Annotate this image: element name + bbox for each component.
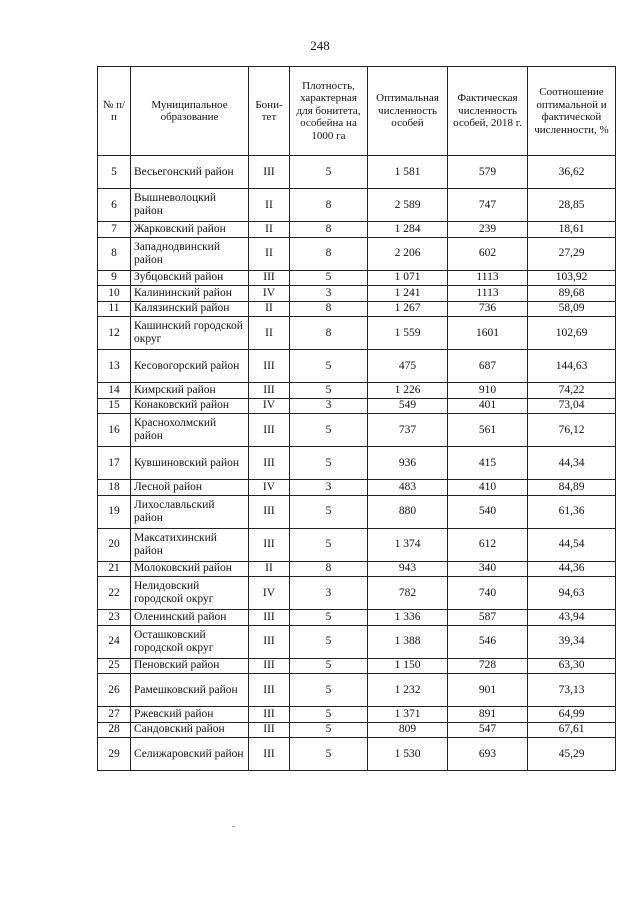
cell-actual-count: 891 — [448, 707, 528, 723]
cell-actual-count: 401 — [448, 398, 528, 414]
cell-density: 8 — [290, 301, 368, 317]
cell-actual-count: 687 — [448, 350, 528, 383]
cell-ratio: 84,89 — [528, 480, 616, 496]
cell-actual-count: 736 — [448, 301, 528, 317]
header-bonitet: Бони-тет — [249, 67, 290, 156]
header-number: № п/п — [98, 67, 131, 156]
cell-municipality: Зубцовский район — [131, 270, 249, 286]
cell-row-number: 28 — [98, 722, 131, 738]
cell-optimal-count: 1 581 — [368, 156, 448, 189]
cell-ratio: 36,62 — [528, 156, 616, 189]
cell-density: 5 — [290, 625, 368, 658]
cell-optimal-count: 1 374 — [368, 528, 448, 561]
cell-municipality: Кесовогорский район — [131, 350, 249, 383]
cell-ratio: 63,30 — [528, 658, 616, 674]
cell-optimal-count: 475 — [368, 350, 448, 383]
table-row — [98, 237, 616, 270]
cell-optimal-count: 737 — [368, 414, 448, 447]
cell-density: 5 — [290, 722, 368, 738]
cell-actual-count: 1113 — [448, 286, 528, 302]
cell-row-number: 15 — [98, 398, 131, 414]
cell-optimal-count: 1 267 — [368, 301, 448, 317]
cell-optimal-count: 1 388 — [368, 625, 448, 658]
cell-row-number: 17 — [98, 447, 131, 480]
cell-municipality: Лесной район — [131, 480, 249, 496]
cell-bonitet: IV — [249, 286, 290, 302]
cell-municipality: Рамешковский район — [131, 674, 249, 707]
cell-optimal-count: 2 206 — [368, 237, 448, 270]
table-row — [98, 480, 616, 496]
cell-ratio: 44,36 — [528, 561, 616, 577]
table-row — [98, 495, 616, 528]
cell-row-number: 29 — [98, 738, 131, 771]
table-row — [98, 222, 616, 238]
cell-ratio: 74,22 — [528, 383, 616, 399]
cell-bonitet: II — [249, 301, 290, 317]
cell-ratio: 94,63 — [528, 577, 616, 610]
cell-bonitet: III — [249, 350, 290, 383]
cell-density: 5 — [290, 658, 368, 674]
cell-density: 8 — [290, 237, 368, 270]
cell-actual-count: 340 — [448, 561, 528, 577]
cell-bonitet: IV — [249, 480, 290, 496]
cell-density: 5 — [290, 383, 368, 399]
cell-ratio: 64,99 — [528, 707, 616, 723]
cell-ratio: 67,61 — [528, 722, 616, 738]
cell-optimal-count: 1 559 — [368, 317, 448, 350]
table-row — [98, 286, 616, 302]
cell-density: 8 — [290, 561, 368, 577]
cell-density: 5 — [290, 738, 368, 771]
cell-density: 3 — [290, 398, 368, 414]
cell-optimal-count: 1 232 — [368, 674, 448, 707]
cell-row-number: 10 — [98, 286, 131, 302]
table-row — [98, 156, 616, 189]
cell-density: 5 — [290, 350, 368, 383]
cell-municipality: Кувшиновский район — [131, 447, 249, 480]
cell-row-number: 23 — [98, 610, 131, 626]
cell-municipality: Кимрский район — [131, 383, 249, 399]
cell-density: 5 — [290, 707, 368, 723]
cell-municipality: Калининский район — [131, 286, 249, 302]
cell-ratio: 39,34 — [528, 625, 616, 658]
cell-optimal-count: 549 — [368, 398, 448, 414]
cell-actual-count: 546 — [448, 625, 528, 658]
cell-municipality: Калязинский район — [131, 301, 249, 317]
cell-row-number: 21 — [98, 561, 131, 577]
table-row — [98, 722, 616, 738]
cell-row-number: 8 — [98, 237, 131, 270]
cell-actual-count: 747 — [448, 189, 528, 222]
page-number: 248 — [310, 38, 330, 53]
cell-row-number: 25 — [98, 658, 131, 674]
cell-optimal-count: 809 — [368, 722, 448, 738]
table-row — [98, 447, 616, 480]
cell-municipality: Сандовский район — [131, 722, 249, 738]
cell-actual-count: 740 — [448, 577, 528, 610]
header-municipality: Муниципальное образование — [131, 67, 249, 156]
cell-municipality: Лихославльский район — [131, 495, 249, 528]
cell-density: 5 — [290, 495, 368, 528]
header-optimal: Оптимальная численность особей — [368, 67, 448, 156]
cell-bonitet: III — [249, 610, 290, 626]
table-row — [98, 350, 616, 383]
cell-bonitet: III — [249, 447, 290, 480]
cell-optimal-count: 1 284 — [368, 222, 448, 238]
cell-optimal-count: 936 — [368, 447, 448, 480]
cell-row-number: 27 — [98, 707, 131, 723]
cell-ratio: 76,12 — [528, 414, 616, 447]
cell-actual-count: 579 — [448, 156, 528, 189]
cell-ratio: 43,94 — [528, 610, 616, 626]
cell-bonitet: III — [249, 674, 290, 707]
cell-bonitet: III — [249, 270, 290, 286]
cell-ratio: 102,69 — [528, 317, 616, 350]
cell-bonitet: III — [249, 707, 290, 723]
cell-municipality: Осташковский городской округ — [131, 625, 249, 658]
cell-bonitet: III — [249, 528, 290, 561]
cell-density: 3 — [290, 480, 368, 496]
cell-municipality: Пеновский район — [131, 658, 249, 674]
cell-row-number: 14 — [98, 383, 131, 399]
cell-actual-count: 728 — [448, 658, 528, 674]
table-row — [98, 707, 616, 723]
cell-municipality: Весьегонский район — [131, 156, 249, 189]
cell-density: 5 — [290, 156, 368, 189]
cell-municipality: Кашинский городской округ — [131, 317, 249, 350]
table-row — [98, 610, 616, 626]
cell-municipality: Селижаровский район — [131, 738, 249, 771]
population-table — [97, 66, 616, 771]
cell-bonitet: II — [249, 222, 290, 238]
table-row — [98, 317, 616, 350]
cell-row-number: 7 — [98, 222, 131, 238]
cell-ratio: 28,85 — [528, 189, 616, 222]
cell-optimal-count: 1 226 — [368, 383, 448, 399]
cell-ratio: 44,54 — [528, 528, 616, 561]
cell-optimal-count: 1 530 — [368, 738, 448, 771]
cell-bonitet: III — [249, 383, 290, 399]
cell-bonitet: III — [249, 722, 290, 738]
cell-bonitet: II — [249, 237, 290, 270]
cell-ratio: 45,29 — [528, 738, 616, 771]
table-row — [98, 674, 616, 707]
cell-ratio: 73,13 — [528, 674, 616, 707]
cell-density: 8 — [290, 189, 368, 222]
cell-optimal-count: 1 371 — [368, 707, 448, 723]
cell-bonitet: II — [249, 189, 290, 222]
cell-row-number: 18 — [98, 480, 131, 496]
cell-municipality: Максатихинский район — [131, 528, 249, 561]
page-mark — [232, 826, 235, 827]
cell-density: 3 — [290, 577, 368, 610]
cell-actual-count: 587 — [448, 610, 528, 626]
cell-ratio: 27,29 — [528, 237, 616, 270]
cell-actual-count: 239 — [448, 222, 528, 238]
cell-row-number: 16 — [98, 414, 131, 447]
cell-row-number: 6 — [98, 189, 131, 222]
cell-row-number: 13 — [98, 350, 131, 383]
table-row — [98, 270, 616, 286]
cell-density: 5 — [290, 610, 368, 626]
cell-bonitet: III — [249, 156, 290, 189]
cell-municipality: Конаковский район — [131, 398, 249, 414]
cell-density: 5 — [290, 414, 368, 447]
cell-actual-count: 1601 — [448, 317, 528, 350]
header-density: Плотность, характерная для бонитета, особейна на 1000 га — [290, 67, 368, 156]
cell-bonitet: IV — [249, 398, 290, 414]
cell-row-number: 11 — [98, 301, 131, 317]
table-row — [98, 577, 616, 610]
cell-actual-count: 415 — [448, 447, 528, 480]
cell-actual-count: 561 — [448, 414, 528, 447]
header-actual: Фактическая численность особей, 2018 г. — [448, 67, 528, 156]
table-row — [98, 189, 616, 222]
table-row — [98, 528, 616, 561]
cell-bonitet: III — [249, 414, 290, 447]
cell-bonitet: II — [249, 561, 290, 577]
cell-density: 5 — [290, 270, 368, 286]
cell-actual-count: 1113 — [448, 270, 528, 286]
table-row — [98, 738, 616, 771]
cell-row-number: 20 — [98, 528, 131, 561]
cell-actual-count: 910 — [448, 383, 528, 399]
cell-municipality: Молоковский район — [131, 561, 249, 577]
cell-actual-count: 693 — [448, 738, 528, 771]
cell-bonitet: III — [249, 625, 290, 658]
cell-actual-count: 547 — [448, 722, 528, 738]
cell-row-number: 24 — [98, 625, 131, 658]
cell-optimal-count: 2 589 — [368, 189, 448, 222]
cell-density: 3 — [290, 286, 368, 302]
cell-municipality: Западнодвинский район — [131, 237, 249, 270]
table-row — [98, 658, 616, 674]
cell-municipality: Оленинский район — [131, 610, 249, 626]
cell-optimal-count: 483 — [368, 480, 448, 496]
cell-bonitet: III — [249, 738, 290, 771]
cell-row-number: 19 — [98, 495, 131, 528]
cell-optimal-count: 943 — [368, 561, 448, 577]
cell-row-number: 5 — [98, 156, 131, 189]
cell-ratio: 61,36 — [528, 495, 616, 528]
cell-municipality: Краснохолмский район — [131, 414, 249, 447]
cell-row-number: 9 — [98, 270, 131, 286]
cell-ratio: 18,61 — [528, 222, 616, 238]
header-ratio: Соотношение оптимальной и фактической численности, % — [528, 67, 616, 156]
table-row — [98, 414, 616, 447]
cell-bonitet: IV — [249, 577, 290, 610]
cell-density: 8 — [290, 222, 368, 238]
cell-actual-count: 901 — [448, 674, 528, 707]
cell-optimal-count: 880 — [368, 495, 448, 528]
table-header-row — [98, 67, 616, 156]
table-row — [98, 625, 616, 658]
cell-optimal-count: 1 150 — [368, 658, 448, 674]
cell-municipality: Нелидовский городской округ — [131, 577, 249, 610]
cell-bonitet: II — [249, 317, 290, 350]
cell-optimal-count: 1 071 — [368, 270, 448, 286]
cell-optimal-count: 1 241 — [368, 286, 448, 302]
cell-actual-count: 410 — [448, 480, 528, 496]
cell-density: 8 — [290, 317, 368, 350]
table-row — [98, 398, 616, 414]
cell-actual-count: 602 — [448, 237, 528, 270]
cell-bonitet: III — [249, 495, 290, 528]
table-row — [98, 383, 616, 399]
cell-actual-count: 612 — [448, 528, 528, 561]
cell-ratio: 44,34 — [528, 447, 616, 480]
cell-municipality: Ржевский район — [131, 707, 249, 723]
cell-row-number: 26 — [98, 674, 131, 707]
cell-density: 5 — [290, 447, 368, 480]
table-row — [98, 561, 616, 577]
cell-ratio: 144,63 — [528, 350, 616, 383]
cell-optimal-count: 1 336 — [368, 610, 448, 626]
cell-municipality: Жарковский район — [131, 222, 249, 238]
table-row — [98, 301, 616, 317]
cell-ratio: 89,68 — [528, 286, 616, 302]
cell-actual-count: 540 — [448, 495, 528, 528]
cell-row-number: 22 — [98, 577, 131, 610]
cell-ratio: 73,04 — [528, 398, 616, 414]
cell-row-number: 12 — [98, 317, 131, 350]
cell-density: 5 — [290, 528, 368, 561]
cell-ratio: 103,92 — [528, 270, 616, 286]
cell-bonitet: III — [249, 658, 290, 674]
cell-ratio: 58,09 — [528, 301, 616, 317]
cell-density: 5 — [290, 674, 368, 707]
cell-municipality: Вышневолоцкий район — [131, 189, 249, 222]
cell-optimal-count: 782 — [368, 577, 448, 610]
